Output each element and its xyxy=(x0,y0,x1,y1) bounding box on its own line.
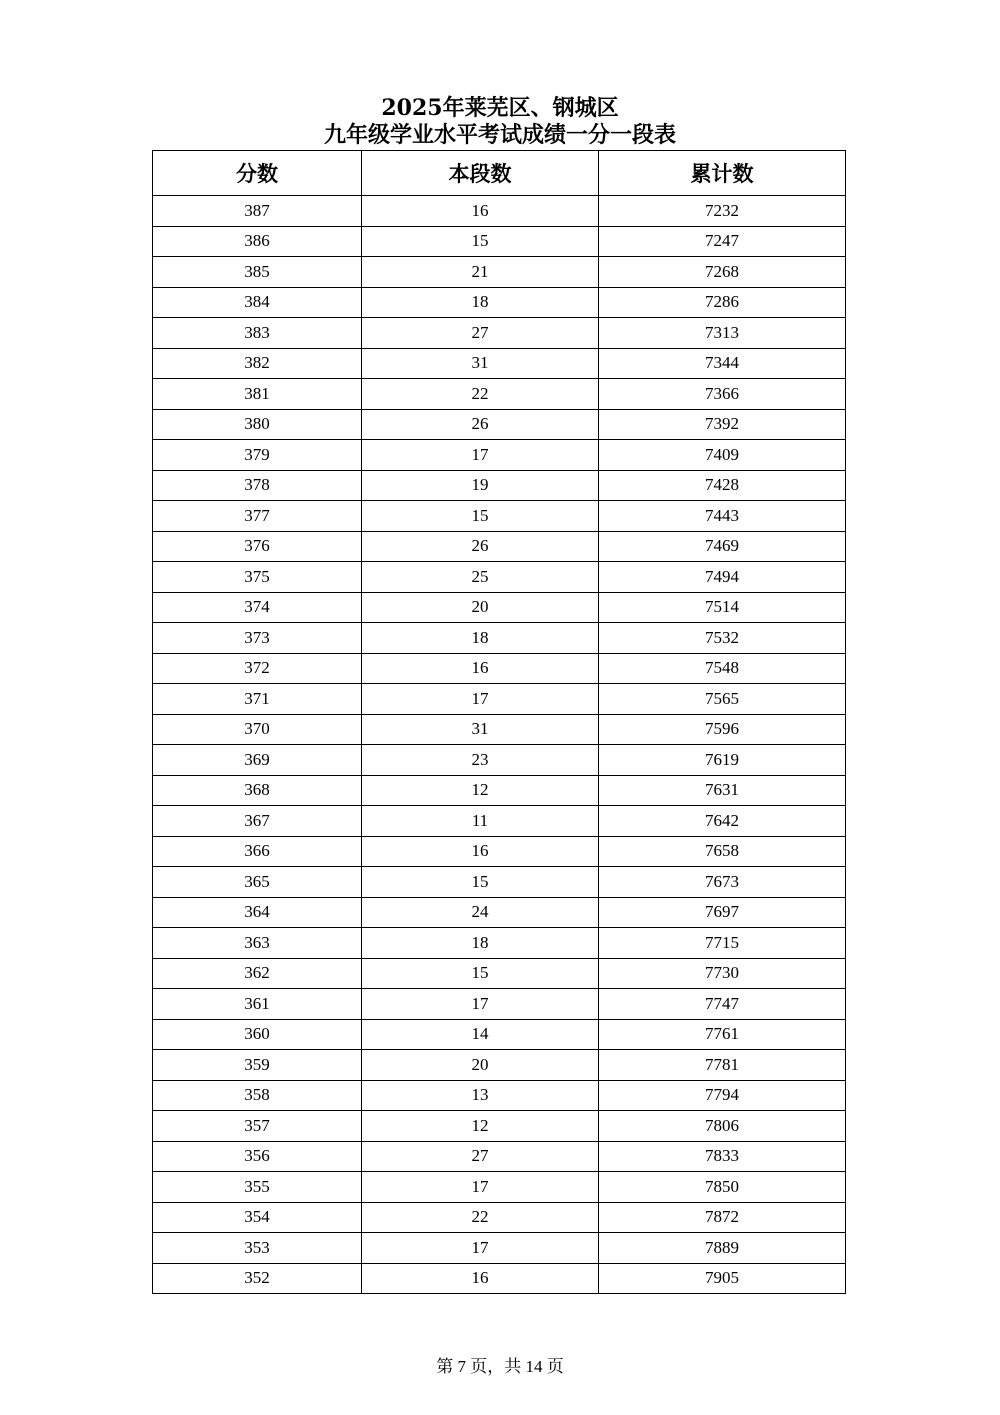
table-row xyxy=(153,226,846,257)
score-cell: 378 xyxy=(153,470,362,501)
cumulative-count-cell: 7344 xyxy=(599,348,846,379)
cumulative-count-cell: 7747 xyxy=(599,989,846,1020)
table-row xyxy=(153,287,846,318)
score-cell: 366 xyxy=(153,836,362,867)
cumulative-count-cell: 7596 xyxy=(599,714,846,745)
cumulative-count-cell: 7443 xyxy=(599,501,846,532)
score-cell: 368 xyxy=(153,775,362,806)
table-row xyxy=(153,1202,846,1233)
page-title-line2: 九年级学业水平考试成绩一分一段表 xyxy=(323,122,676,148)
score-cell: 379 xyxy=(153,440,362,471)
score-cell: 369 xyxy=(153,745,362,776)
segment-count-cell: 22 xyxy=(362,379,599,410)
score-cell: 363 xyxy=(153,928,362,959)
segment-count-cell: 27 xyxy=(362,1141,599,1172)
table-row xyxy=(153,1172,846,1203)
score-cell: 383 xyxy=(153,318,362,349)
score-distribution-table xyxy=(152,150,846,1294)
column-header-segment-count: 本段数 xyxy=(362,151,599,196)
table-row xyxy=(153,592,846,623)
segment-count-cell: 17 xyxy=(362,440,599,471)
segment-count-cell: 31 xyxy=(362,714,599,745)
table-row xyxy=(153,196,846,227)
score-cell: 361 xyxy=(153,989,362,1020)
segment-count-cell: 22 xyxy=(362,1202,599,1233)
cumulative-count-cell: 7286 xyxy=(599,287,846,318)
cumulative-count-cell: 7514 xyxy=(599,592,846,623)
segment-count-cell: 26 xyxy=(362,409,599,440)
segment-count-cell: 15 xyxy=(362,867,599,898)
table-row xyxy=(153,1141,846,1172)
cumulative-count-cell: 7658 xyxy=(599,836,846,867)
table-row xyxy=(153,257,846,288)
segment-count-cell: 14 xyxy=(362,1019,599,1050)
table-row xyxy=(153,440,846,471)
score-cell: 382 xyxy=(153,348,362,379)
score-cell: 362 xyxy=(153,958,362,989)
cumulative-count-cell: 7850 xyxy=(599,1172,846,1203)
column-header-score: 分数 xyxy=(153,151,362,196)
table-row xyxy=(153,470,846,501)
segment-count-cell: 15 xyxy=(362,501,599,532)
table-row xyxy=(153,684,846,715)
cumulative-count-cell: 7268 xyxy=(599,257,846,288)
cumulative-count-cell: 7872 xyxy=(599,1202,846,1233)
score-cell: 384 xyxy=(153,287,362,318)
score-cell: 356 xyxy=(153,1141,362,1172)
score-cell: 381 xyxy=(153,379,362,410)
segment-count-cell: 17 xyxy=(362,989,599,1020)
table-header-row xyxy=(153,151,846,196)
cumulative-count-cell: 7494 xyxy=(599,562,846,593)
score-cell: 373 xyxy=(153,623,362,654)
table-row xyxy=(153,989,846,1020)
segment-count-cell: 16 xyxy=(362,1263,599,1294)
table-row xyxy=(153,1263,846,1294)
score-cell: 375 xyxy=(153,562,362,593)
cumulative-count-cell: 7619 xyxy=(599,745,846,776)
table-row xyxy=(153,379,846,410)
segment-count-cell: 18 xyxy=(362,287,599,318)
table-row xyxy=(153,775,846,806)
cumulative-count-cell: 7697 xyxy=(599,897,846,928)
score-cell: 370 xyxy=(153,714,362,745)
segment-count-cell: 21 xyxy=(362,257,599,288)
score-cell: 367 xyxy=(153,806,362,837)
table-row xyxy=(153,531,846,562)
segment-count-cell: 18 xyxy=(362,928,599,959)
table-row xyxy=(153,1233,846,1264)
table-body xyxy=(153,196,846,1294)
segment-count-cell: 24 xyxy=(362,897,599,928)
segment-count-cell: 20 xyxy=(362,1050,599,1081)
score-cell: 387 xyxy=(153,196,362,227)
table-row xyxy=(153,1111,846,1142)
segment-count-cell: 15 xyxy=(362,958,599,989)
score-cell: 380 xyxy=(153,409,362,440)
cumulative-count-cell: 7532 xyxy=(599,623,846,654)
table-row xyxy=(153,836,846,867)
cumulative-count-cell: 7794 xyxy=(599,1080,846,1111)
cumulative-count-cell: 7548 xyxy=(599,653,846,684)
segment-count-cell: 11 xyxy=(362,806,599,837)
table-row xyxy=(153,897,846,928)
segment-count-cell: 13 xyxy=(362,1080,599,1111)
score-cell: 385 xyxy=(153,257,362,288)
cumulative-count-cell: 7232 xyxy=(599,196,846,227)
score-cell: 352 xyxy=(153,1263,362,1294)
cumulative-count-cell: 7673 xyxy=(599,867,846,898)
table-row xyxy=(153,348,846,379)
segment-count-cell: 15 xyxy=(362,226,599,257)
table-row xyxy=(153,928,846,959)
cumulative-count-cell: 7247 xyxy=(599,226,846,257)
segment-count-cell: 16 xyxy=(362,196,599,227)
cumulative-count-cell: 7715 xyxy=(599,928,846,959)
table-row xyxy=(153,318,846,349)
cumulative-count-cell: 7313 xyxy=(599,318,846,349)
segment-count-cell: 19 xyxy=(362,470,599,501)
cumulative-count-cell: 7631 xyxy=(599,775,846,806)
cumulative-count-cell: 7366 xyxy=(599,379,846,410)
segment-count-cell: 27 xyxy=(362,318,599,349)
segment-count-cell: 17 xyxy=(362,1172,599,1203)
score-cell: 357 xyxy=(153,1111,362,1142)
cumulative-count-cell: 7833 xyxy=(599,1141,846,1172)
segment-count-cell: 31 xyxy=(362,348,599,379)
segment-count-cell: 12 xyxy=(362,1111,599,1142)
page-title-line1: 2025年莱芜区、钢城区 xyxy=(381,95,619,121)
segment-count-cell: 16 xyxy=(362,836,599,867)
score-cell: 359 xyxy=(153,1050,362,1081)
table-row xyxy=(153,958,846,989)
score-cell: 377 xyxy=(153,501,362,532)
cumulative-count-cell: 7761 xyxy=(599,1019,846,1050)
score-cell: 376 xyxy=(153,531,362,562)
cumulative-count-cell: 7642 xyxy=(599,806,846,837)
table-row xyxy=(153,714,846,745)
table-row xyxy=(153,562,846,593)
segment-count-cell: 17 xyxy=(362,684,599,715)
cumulative-count-cell: 7392 xyxy=(599,409,846,440)
score-cell: 358 xyxy=(153,1080,362,1111)
score-cell: 360 xyxy=(153,1019,362,1050)
score-cell: 353 xyxy=(153,1233,362,1264)
cumulative-count-cell: 7905 xyxy=(599,1263,846,1294)
segment-count-cell: 17 xyxy=(362,1233,599,1264)
cumulative-count-cell: 7781 xyxy=(599,1050,846,1081)
segment-count-cell: 20 xyxy=(362,592,599,623)
score-cell: 355 xyxy=(153,1172,362,1203)
cumulative-count-cell: 7730 xyxy=(599,958,846,989)
segment-count-cell: 26 xyxy=(362,531,599,562)
score-cell: 371 xyxy=(153,684,362,715)
segment-count-cell: 25 xyxy=(362,562,599,593)
segment-count-cell: 12 xyxy=(362,775,599,806)
cumulative-count-cell: 7806 xyxy=(599,1111,846,1142)
cumulative-count-cell: 7409 xyxy=(599,440,846,471)
table-row xyxy=(153,745,846,776)
score-cell: 374 xyxy=(153,592,362,623)
table-row xyxy=(153,653,846,684)
segment-count-cell: 16 xyxy=(362,653,599,684)
score-cell: 386 xyxy=(153,226,362,257)
cumulative-count-cell: 7469 xyxy=(599,531,846,562)
table-row xyxy=(153,623,846,654)
score-cell: 354 xyxy=(153,1202,362,1233)
table-row xyxy=(153,409,846,440)
table-row xyxy=(153,501,846,532)
segment-count-cell: 23 xyxy=(362,745,599,776)
table-row xyxy=(153,867,846,898)
cumulative-count-cell: 7889 xyxy=(599,1233,846,1264)
table-row xyxy=(153,1050,846,1081)
score-cell: 372 xyxy=(153,653,362,684)
segment-count-cell: 18 xyxy=(362,623,599,654)
score-cell: 365 xyxy=(153,867,362,898)
score-cell: 364 xyxy=(153,897,362,928)
page-number-footer: 第 7 页，共 14 页 xyxy=(436,1357,564,1376)
table-row xyxy=(153,806,846,837)
cumulative-count-cell: 7428 xyxy=(599,470,846,501)
column-header-cumulative-count: 累计数 xyxy=(599,151,846,196)
table-row xyxy=(153,1080,846,1111)
table-row xyxy=(153,1019,846,1050)
cumulative-count-cell: 7565 xyxy=(599,684,846,715)
